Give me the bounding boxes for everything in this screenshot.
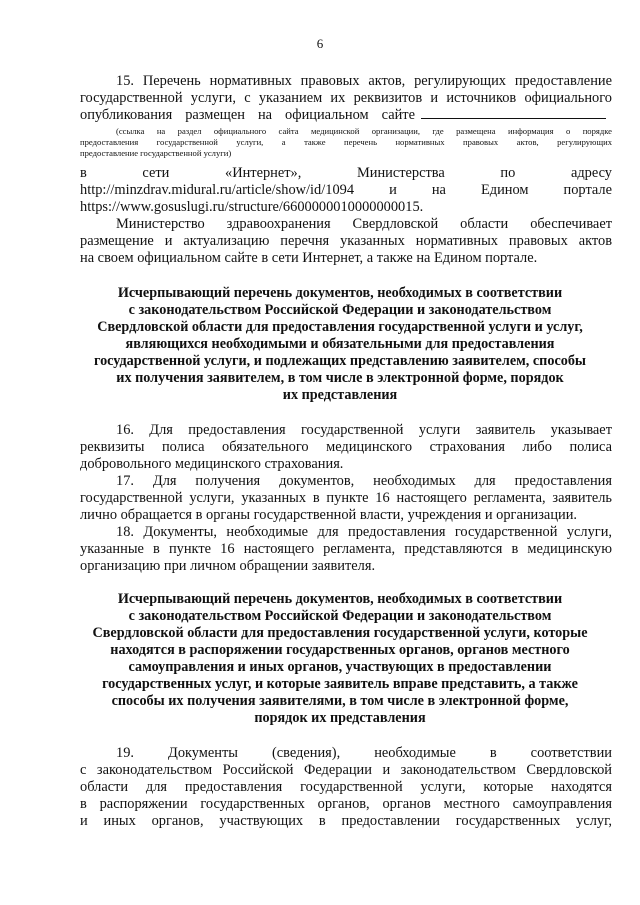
text-line: Министерство здравоохранения Свердловской области обеспечивает [116,216,612,232]
text-line: лично обращается в органы государственной власти, учреждения и организации. [80,507,578,523]
text-line: 16. Для предоставления государственной услуги заявитель указывает [116,422,612,438]
heading-line: порядок их представления [254,710,426,726]
text-line: в сети «Интернет», Министерства по адресу [80,165,612,181]
text-line: области для предоставления государственной услуги, которые находятся [80,779,612,795]
heading-line: с законодательством Российской Федерации и законодательством [128,608,552,624]
heading-line: Свердловской области для предоставления государственной услуги и услуг, [97,319,583,335]
heading-line: способы их получения заявителями, в том числе в электронной форме, [111,693,569,709]
text-line: с законодательством Российской Федерации и законодательством Свердловской [80,762,612,778]
heading-line: их представления [282,387,398,403]
text-line: 18. Документы, необходимые для предоставления государственной услуги, [116,524,612,540]
text-line: размещение и актуализацию перечня указанных нормативных правовых актов [80,233,612,249]
heading-line: Свердловской области для предоставления государственной услуги, которые [92,625,588,641]
text-line: http://minzdrav.midural.ru/article/show/id/1094 и на Едином портале [80,182,612,198]
text-line: 17. Для получения документов, необходимых для предоставления [116,473,612,489]
text-line: 15. Перечень нормативных правовых актов, регулирующих предоставление [116,73,612,89]
text-line: в распоряжении государственных органов, органов местного самоуправления [80,796,612,812]
text-line: добровольного медицинского страхования. [80,456,344,472]
footnote-line: предоставление государственной услуги) [80,148,232,158]
page-number: 6 [316,36,324,51]
text-line: государственной услуги, с указанием их реквизитов и источников официального [80,90,612,106]
text-line: государственной услуги, указанных в пункте 16 настоящего регламента, заявитель [80,490,612,506]
text-line: организацию при личном обращении заявителя. [80,558,376,574]
heading-line: Исчерпывающий перечень документов, необходимых в соответствии [117,285,563,301]
heading-line: государственных услуг, и которые заявитель вправе представить, а также [102,676,578,692]
heading-line: Исчерпывающий перечень документов, необходимых в соответствии [117,591,563,607]
heading-line: самоуправления и иных органов, участвующих в предоставлении [128,659,552,675]
heading-line: государственной услуги, и подлежащих представлению заявителем, способы [93,353,587,369]
website-blank-line [421,108,606,119]
footnote-line: (ссылка на раздел официального сайта медицинской организации, где размещена информация о порядке [116,126,612,136]
footnote-line: предоставления государственной услуги, а также перечень нормативных правовых актов, регулирующих [80,137,612,147]
text-line: и иных органов, участвующих в предоставлении государственных услуг, [80,813,612,829]
text-line-part: опубликования размещен на официальном сайте [80,107,415,123]
text-line [80,107,612,124]
text-line: 19. Документы (сведения), необходимые в соответствии [116,745,612,761]
text-line: https://www.gosuslugi.ru/structure/6600000010000000015. [80,199,424,215]
heading-line: являющихся необходимыми и обязательными для предоставления [125,336,555,352]
heading-line: находятся в распоряжении государственных органов, органов местного [110,642,570,658]
heading-line: их получения заявителем, в том числе в электронной форме, порядок [116,370,564,386]
text-line: указанные в пункте 16 настоящего регламента, представляются в медицинскую [80,541,612,557]
text-line: на своем официальном сайте в сети Интернет, а также на Едином портале. [80,250,538,266]
heading-line: с законодательством Российской Федерации и законодательством [128,302,552,318]
text-line: реквизиты полиса обязательного медицинского страхования либо полиса [80,439,612,455]
